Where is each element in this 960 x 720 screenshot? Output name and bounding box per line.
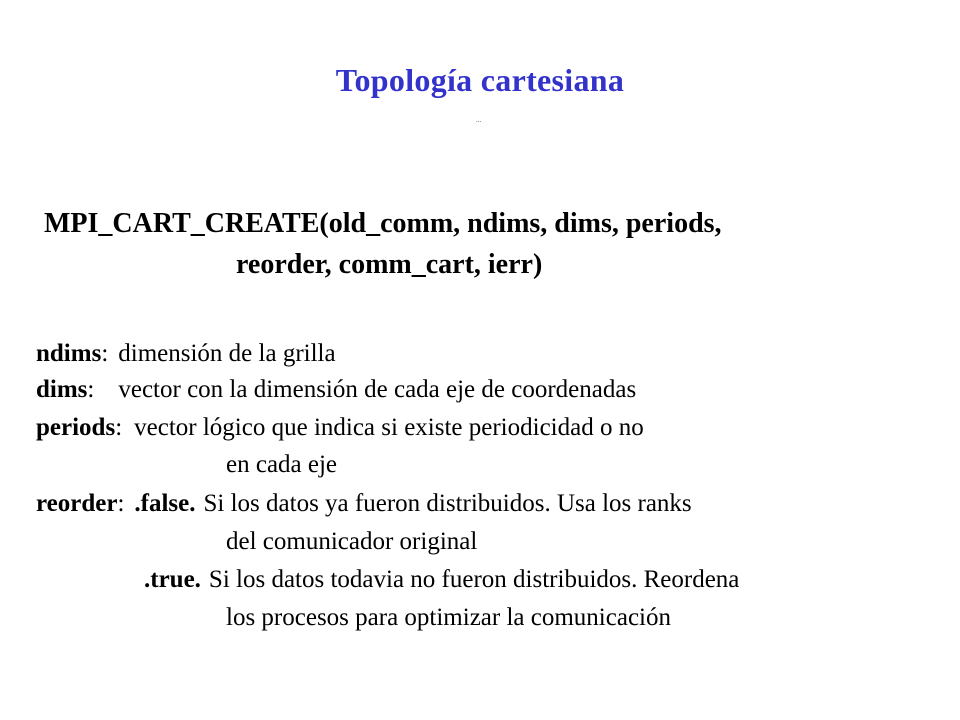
reorder-false-value: .false. [134,490,196,517]
function-signature-line-1: MPI_CART_CREATE(old_comm, ndims, dims, periods, [44,208,722,239]
param-name: ndims [36,340,102,367]
param-periods-continuation: en cada eje [226,451,338,478]
param-name: dims [36,376,88,403]
function-signature-line-2: reorder, comm_cart, ierr) [236,249,543,280]
title-marker: ... [476,116,482,124]
param-colon: : [117,490,125,517]
reorder-false-continuation: del comunicador original [226,528,478,555]
param-ndims [36,340,336,368]
reorder-true-value: .true. [144,566,201,593]
slide-title: Topología cartesiana [335,62,625,98]
param-colon: : [101,340,109,367]
reorder-true-line [144,566,739,594]
reorder-false-description: Si los datos ya fueron distribuidos. Usa los ranks [203,490,692,517]
param-dims [36,376,636,404]
param-name: reorder [36,490,118,517]
param-name: periods [36,414,116,441]
param-description: vector lógico que indica si existe periodicidad o no [134,414,644,441]
reorder-true-continuation: los procesos para optimizar la comunicación [226,604,671,631]
param-reorder [36,490,692,518]
param-periods [36,414,644,442]
reorder-true-description: Si los datos todavia no fueron distribuidos. Reordena [208,566,740,593]
param-colon: : [115,414,123,441]
param-colon: : [87,376,95,403]
param-description: dimensión de la grilla [118,340,336,367]
param-description: vector con la dimensión de cada eje de coordenadas [118,376,637,403]
